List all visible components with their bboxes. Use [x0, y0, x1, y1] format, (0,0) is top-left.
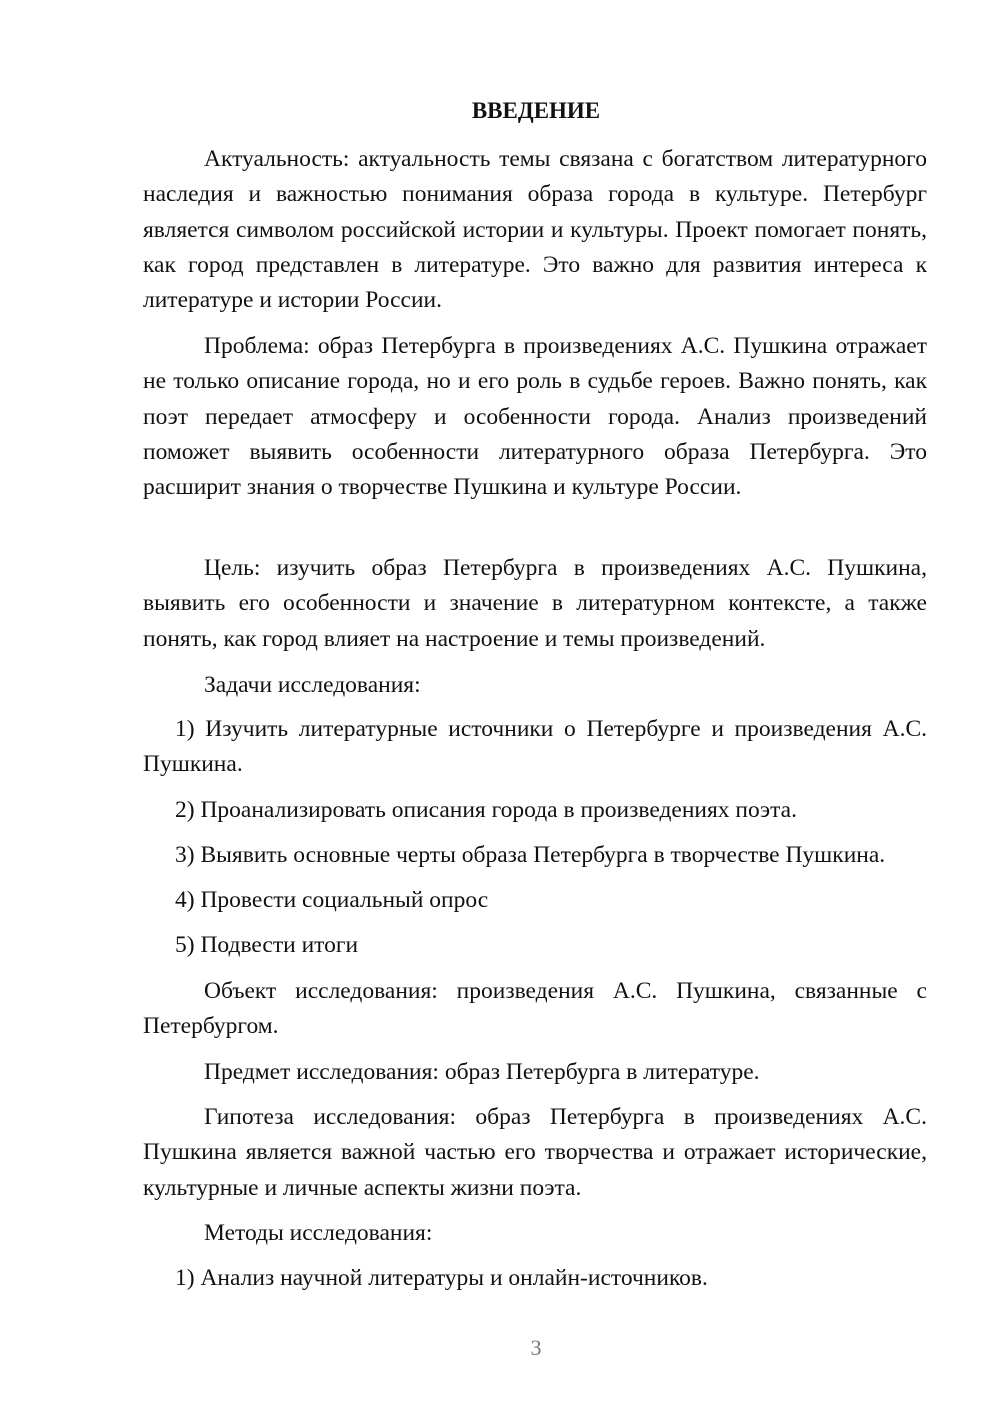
task-item-5: 5) Подвести итоги — [175, 932, 359, 958]
methods-title: Методы исследования: — [204, 1220, 433, 1246]
subject-paragraph: Предмет исследования: образ Петербурга в литературе. — [204, 1059, 760, 1085]
goal-paragraph: Цель: изучить образ Петербурга в произведениях А.С. Пушкина, выявить его особенности и значение в литературном контексте, а также понять, как город влияет на настроение и темы произведений. — [143, 555, 927, 652]
task-item-3: 3) Выявить основные черты образа Петербурга в творчестве Пушкина. — [175, 842, 886, 868]
section-heading: ВВЕДЕНИЕ — [471, 98, 601, 123]
problem-paragraph: Проблема: образ Петербурга в произведениях А.С. Пушкина отражает не только описание города, но и его роль в судьбе героев. Важно понять, как поэт передает атмосферу и особенности города. Анализ произведений поможет выявить особенности литературного образа Петербурга. Это расширит знания о творчестве Пушкина и культуре России. — [143, 333, 927, 501]
task-item-1: 1) Изучить литературные источники о Петербурге и произведения А.С. Пушкина. — [143, 716, 927, 778]
page-number: 3 — [530, 1335, 542, 1360]
object-paragraph: Объект исследования: произведения А.С. Пушкина, связанные с Петербургом. — [143, 978, 927, 1040]
actuality-paragraph: Актуальность: актуальность темы связана с богатством литературного наследия и важностью понимания образа города в культуре. Петербург является символом российской истории и культуры. Проект помогает понять, как город представлен в литературе. Это важно для развития интереса к литературе и истории России. — [143, 146, 927, 314]
task-item-4: 4) Провести социальный опрос — [175, 887, 489, 913]
method-item-1: 1) Анализ научной литературы и онлайн-источников. — [175, 1265, 708, 1291]
task-item-2: 2) Проанализировать описания города в произведениях поэта. — [175, 797, 797, 823]
tasks-title: Задачи исследования: — [204, 672, 421, 698]
hypothesis-paragraph: Гипотеза исследования: образ Петербурга в произведениях А.С. Пушкина является важной частью его творчества и отражает исторические, культурные и личные аспекты жизни поэта. — [143, 1104, 927, 1201]
